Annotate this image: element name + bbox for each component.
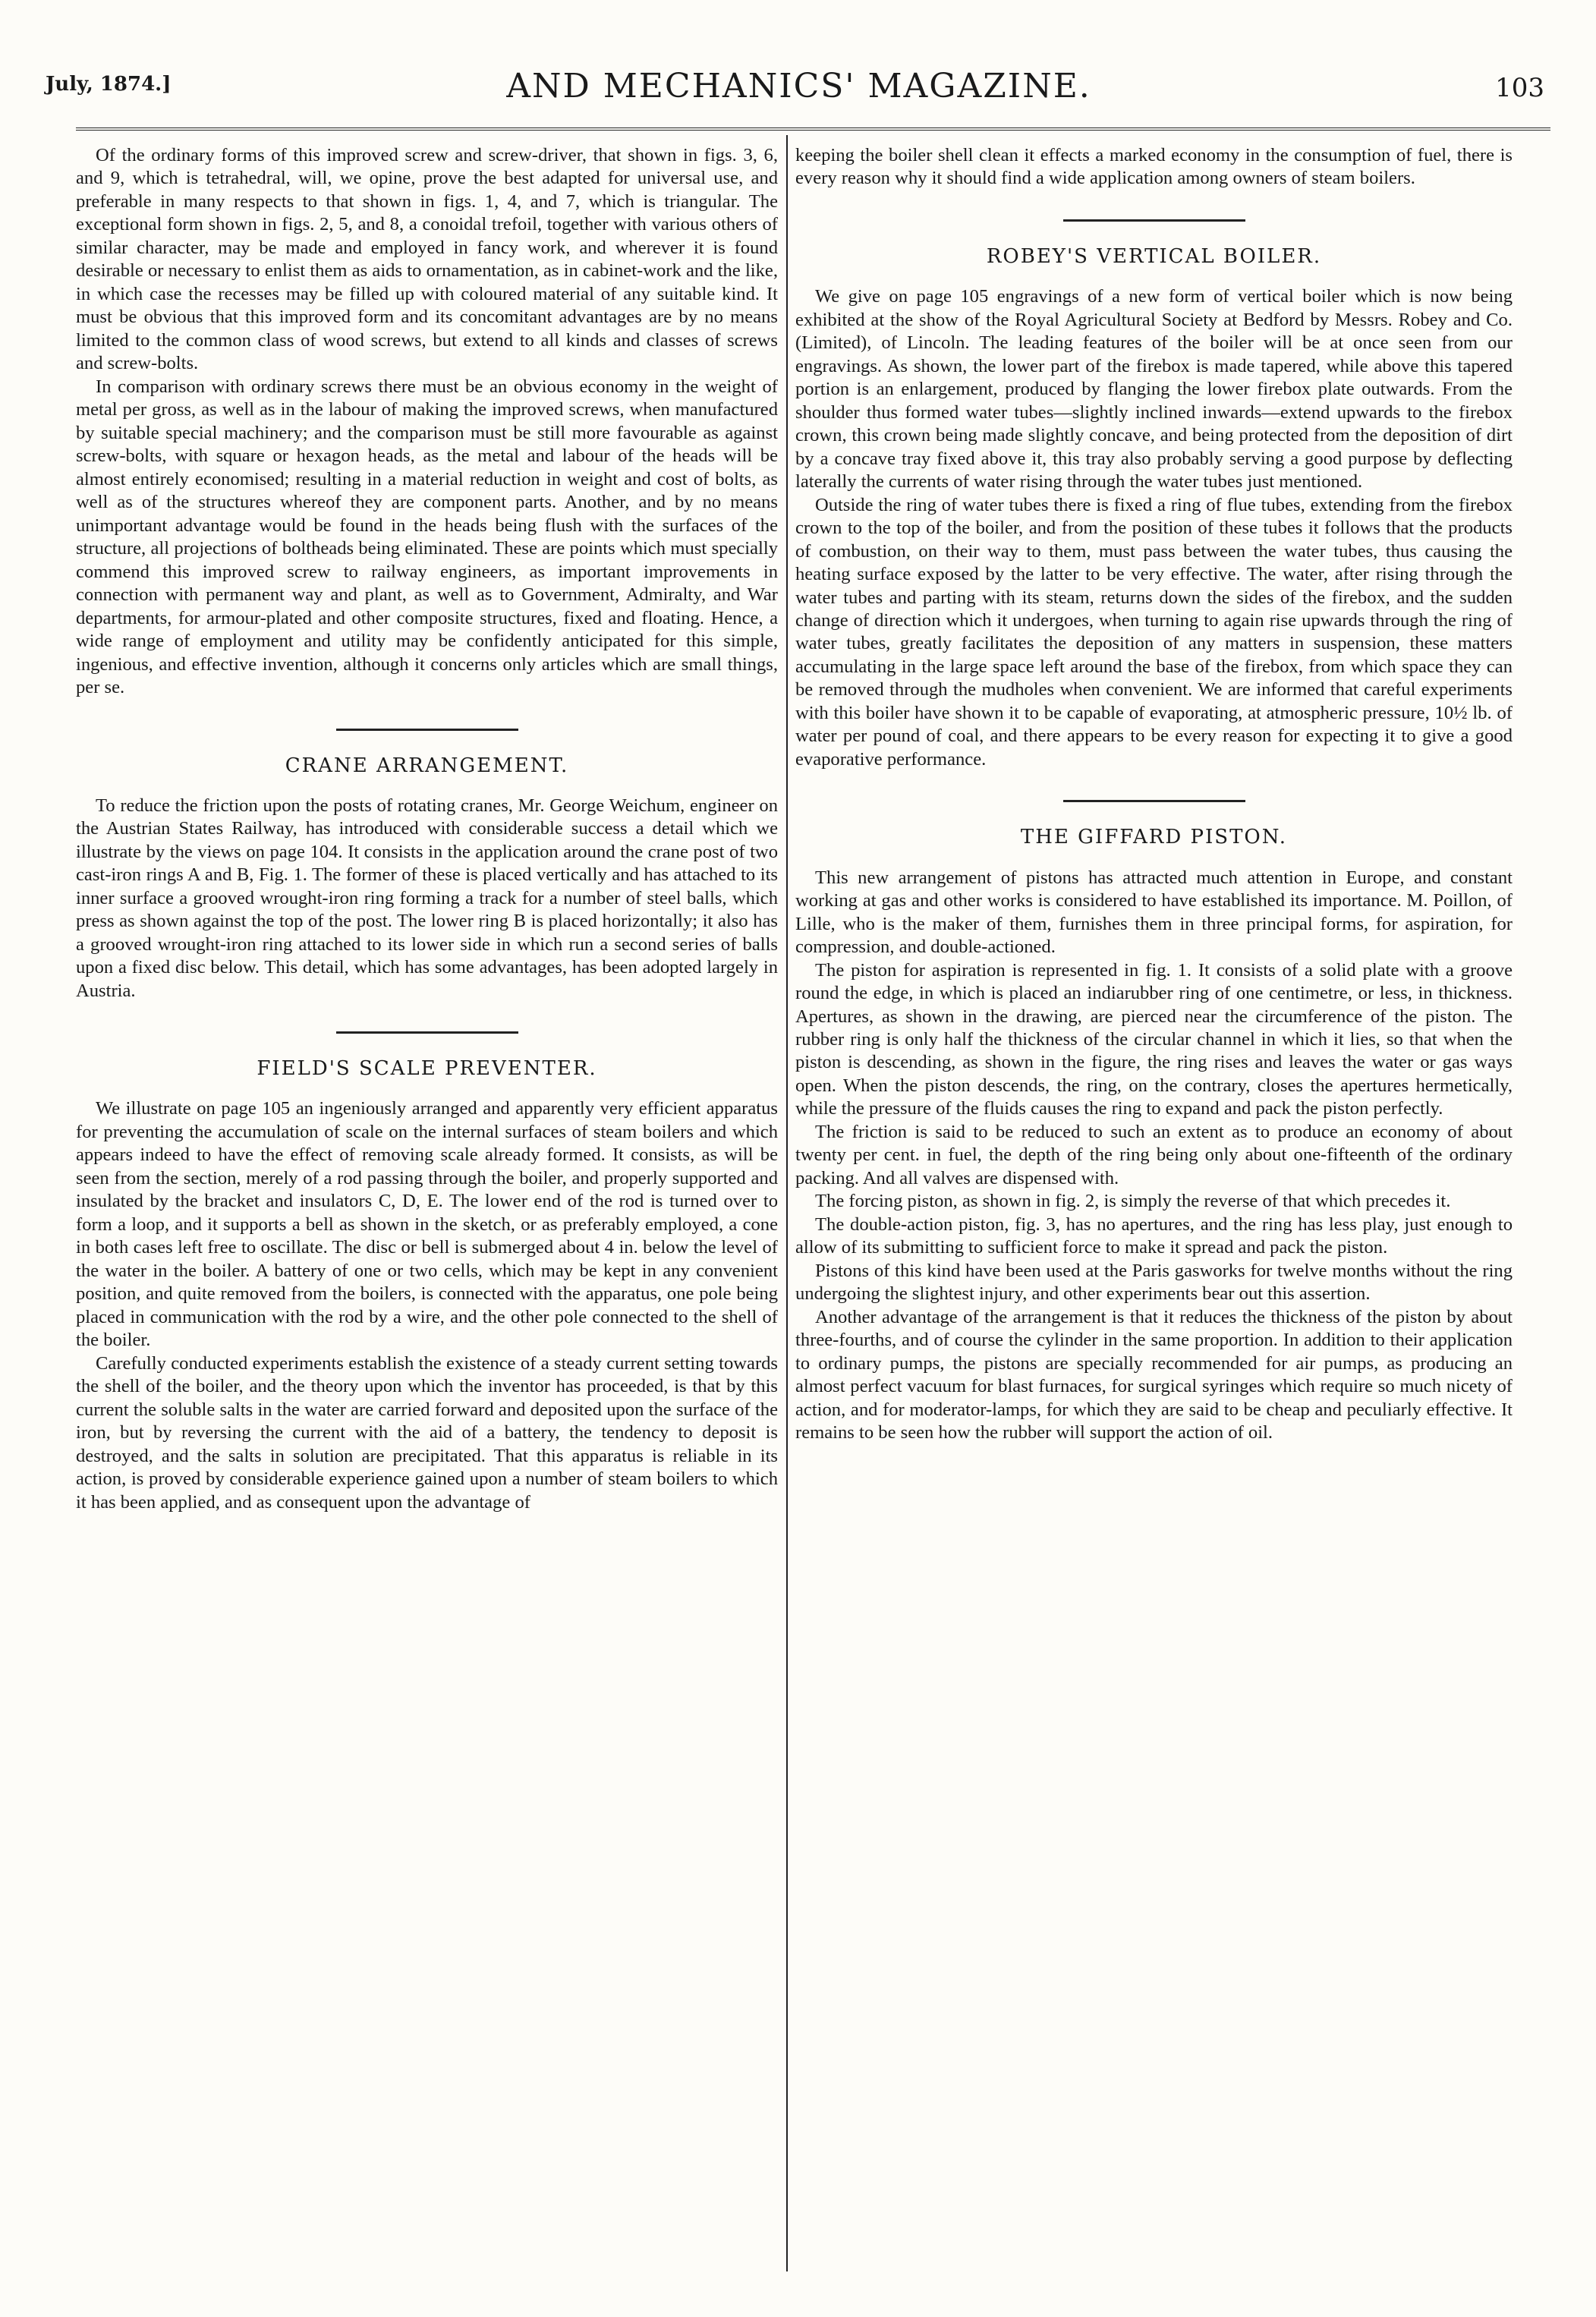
article-paragraph: The forcing piston, as shown in fig. 2, is simply the reverse of that which precedes it.: [815, 1191, 1451, 1212]
article-paragraph: Pistons of this kind have been used at the Paris gasworks for twelve months without the ring undergoing the slightest injury, and other experiments bear out this assertion.: [795, 1260, 1513, 1305]
magazine-title: AND MECHANICS' MAGAZINE.: [506, 67, 1091, 105]
article-paragraph: To reduce the friction upon the posts of rotating cranes, Mr. George Weichum, engineer on the Austrian States Railway, has introduced with considerable success a detail which we illustrate by the views on page 104. It consists in the application around the crane post of two cast-iron rings A and B, Fig. 1. The former of these is placed vertically and has attached to its inner surface a grooved wrought-iron ring forming a track for a number of steel balls, which press as shown against the top of the post. The lower ring B is placed horizontally; it also has a grooved wrought-iron ring attached to its lower side in which run a second series of balls upon a fixed disc below. This detail, which has some advantages, has been adopted largely in Austria.: [76, 795, 778, 1001]
article-paragraph: We give on page 105 engravings of a new form of vertical boiler which is now being exhibited at the show of the Royal Agricultural Society at Bedford by Messrs. Robey and Co. (Limited), of Lincoln. The leading features of the boiler will be at once seen from our engravings. As shown, the lower part of the firebox is made tapered, while above this tapered portion is an enlargement, produced by flanging the lower firebox plate outwards. From the shoulder thus formed water tubes—slightly inclined inwards—extend upwards to the firebox crown, this crown being made slightly concave, and being protected from the deposition of dirt by a concave tray fixed above it, this tray also probably serving a good purpose by deflecting laterally the currents of water rising through the water tubes just mentioned.: [795, 286, 1513, 493]
article-paragraph: In comparison with ordinary screws there must be an obvious economy in the weight of metal per gross, as well as in the labour of making the improved screws, when manufactured by suitable special machinery; and the comparison must be still more favourable as against screw-bolts, with square or hexagon heads, as the metal and labour of the heads will be almost entirely economised; resulting in a material reduction in weight and cost of bolts, as well as of the structures whereof they are component parts. Another, and by no means unimportant advantage would be found in the heads being flush with the surfaces of the structure, all projections of boltheads being eliminated. These are points which must specially commend this improved screw to railway engineers, as important improvements in connection with permanent way and plant, as well as to Government, Admiralty, and War departments, for armour-plated and other composite structures, fixed and floating. Hence, a wide range of employment and utility may be confidently anticipated for this simple, ingenious, and effective invention, although it concerns only articles which are small things, per se.: [76, 376, 778, 698]
section-rule: [1063, 800, 1245, 802]
section-title-crane: CRANE ARRANGEMENT.: [285, 754, 569, 777]
section-rule: [336, 1031, 518, 1034]
page-number: 103: [1495, 73, 1544, 103]
left-column: [76, 144, 778, 2271]
article-paragraph: Outside the ring of water tubes there is fixed a ring of flue tubes, extending from the firebox crown to the top of the boiler, and from the position of these tubes it follows that the products of combustion, on their way to them, must pass between the water tubes, thus causing the heating surface exposed by the latter to be very effective. The water, after rising through the water tubes and parting with its steam, returns down the sides of the firebox, and the sudden change of direction which it undergoes, when turning to again rise upwards through the ring of water tubes, greatly facilitates the deposition of any matters in suspension, these matters accumulating in the large space left around the base of the firebox, from which space they can be removed through the mudholes when convenient. We are informed that careful experiments with this boiler have shown it to be capable of evaporating, at atmospheric pressure, 10½ lb. of water per pound of coal, and there appears to be every reason for expecting it to give a good evaporative performance.: [795, 494, 1513, 770]
section-title-field: FIELD'S SCALE PREVENTER.: [257, 1057, 597, 1081]
article-paragraph: We illustrate on page 105 an ingeniously arranged and apparently very efficient apparatus for preventing the accumulation of scale on the internal surfaces of steam boilers and which appears indeed to have the effect of removing scale already formed. It consists, as will be seen from the section, merely of a rod passing through the boiler, and properly supported and insulated by the bracket and insulators C, D, E. The lower end of the rod is turned over to form a loop, and it supports a bell as shown in the sketch, or as preferably employed, a cone in both cases left free to oscillate. The disc or bell is submerged about 4 in. below the level of the water in the boiler. A battery of one or two cells, which may be kept in any convenient position, and quite removed from the boilers, is connected with the apparatus, one pole being placed in communication with the rod by a wire, and the other pole connected to the shell of the boiler.: [76, 1098, 778, 1351]
article-paragraph: This new arrangement of pistons has attracted much attention in Europe, and constant working at gas and other works is considered to have established its importance. M. Poillon, of Lille, who is the maker of them, furnishes them in three principal forms, for aspiration, for compression, and double-actioned.: [795, 867, 1513, 958]
section-rule: [1063, 219, 1245, 222]
section-title-giffard: THE GIFFARD PISTON.: [1020, 826, 1288, 849]
page-header: [46, 67, 1552, 112]
article-paragraph: Carefully conducted experiments establish the existence of a steady current setting towards the shell of the boiler, and the theory upon which the inventor has proceeded, is that by this current the soluble salts in the water are carried forward and deposited upon the surface of the iron, but by reversing the current with the aid of a battery, the tendency to deposit is destroyed, and the salts in solution are precipitated. That this apparatus is reliable in its action, is proved by considerable experience gained upon a number of steam boilers to which it has been applied, and as consequent upon the advantage of: [76, 1352, 778, 1513]
article-paragraph: Another advantage of the arrangement is that it reduces the thickness of the piston by about three-fourths, and of course the cylinder in the same proportion. In addition to their application to ordinary pumps, the pistons are specially recommended for air pumps, as producing an almost perfect vacuum for blast furnaces, for surgical syringes which require so much nicety of action, and for moderator-lamps, for which they are said to be cheap and peculiarly effective. It remains to be seen how the rubber will support the action of oil.: [795, 1306, 1513, 1443]
article-paragraph: Of the ordinary forms of this improved screw and screw-driver, that shown in figs. 3, 6, and 9, which is tetrahedral, will, we opine, prove the best adapted for universal use, and preferable in many respects to that shown in figs. 1, 4, and 7, which is triangular. The exceptional form shown in figs. 2, 5, and 8, a conoidal trefoil, together with various others of similar character, may be made and employed in fancy work, and wherever it is found desirable or necessary to enlist them as aids to ornamentation, as in cabinet-work and the like, in which case the recesses may be filled up with coloured material of any suitable kind. It must be obvious that this improved form and its concomitant advantages are by no means limited to the common class of wood screws, but extend to all kinds and classes of screws and screw-bolts.: [76, 145, 778, 374]
section-rule: [336, 729, 518, 731]
article-paragraph: The piston for aspiration is represented in fig. 1. It consists of a solid plate with a groove round the edge, in which is placed an indiarubber ring of one centimetre, or less, in thickness. Apertures, as shown in the drawing, are pierced near the circumference of the piston. The rubber ring is only half the thickness of the circular channel in which it lies, so that when the piston is descending, as shown in the figure, the ring rises and leaves the water or gas ways open. When the piston descends, the ring, on the contrary, closes the apertures hermetically, while the pressure of the fluids causes the ring to expand and pack the piston perfectly.: [795, 959, 1513, 1119]
section-title-robey: ROBEY'S VERTICAL BOILER.: [986, 244, 1322, 268]
right-column: [795, 144, 1513, 2271]
article-paragraph: keeping the boiler shell clean it effects a marked economy in the consumption of fuel, there is every reason why it should find a wide application among owners of steam boilers.: [795, 145, 1513, 189]
header-date: July, 1874.]: [46, 73, 172, 96]
article-paragraph: The friction is said to be reduced to such an extent as to produce an economy of about twenty per cent. in fuel, the depth of the ring being only about one-fifteenth of the ordinary packing. And all valves are dispensed with.: [795, 1121, 1513, 1188]
header-rule: [76, 127, 1550, 131]
article-paragraph: The double-action piston, fig. 3, has no apertures, and the ring has less play, just enough to allow of its submitting to sufficient force to make it spread and pack the piston.: [795, 1214, 1513, 1258]
column-divider: [786, 135, 788, 2271]
